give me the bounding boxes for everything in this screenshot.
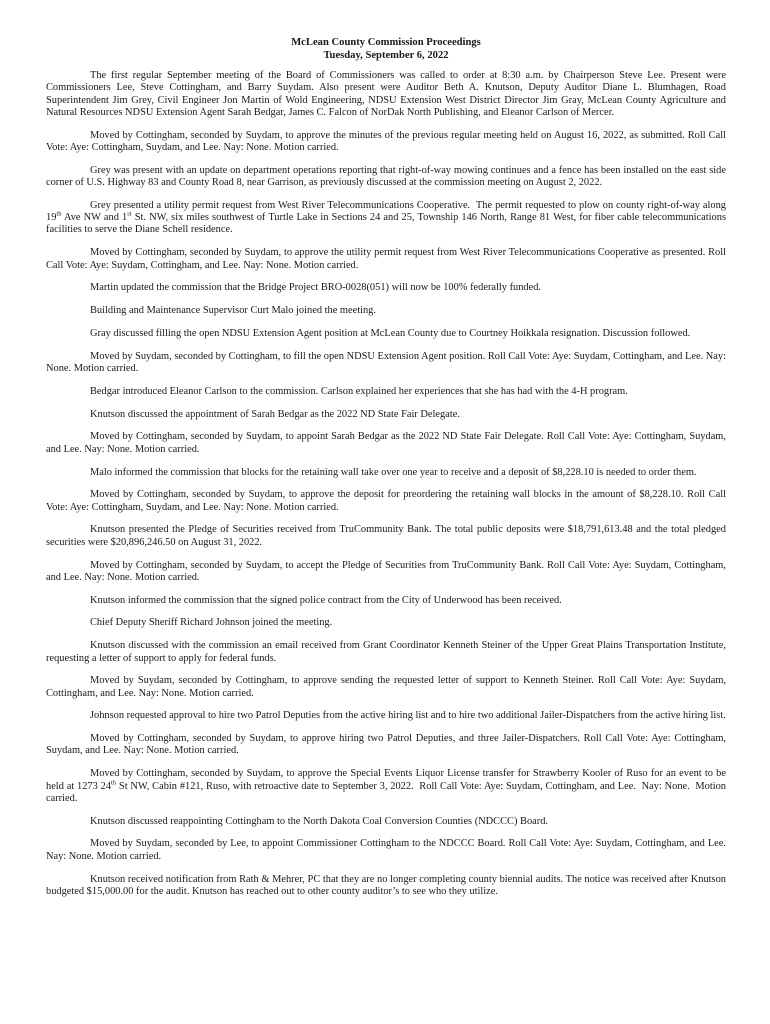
paragraph-extension-position: Gray discussed filling the open NDSU Extension Agent position at McLean County due to Courtney Hoikkala resignation. Discussion followed. xyxy=(90,327,691,339)
paragraph-letter-motion: Moved by Suydam, seconded by Cottingham, to approve sending the requested letter of support to Kenneth Steiner. Roll Call Vote: Aye: Suydam, Cottingham, and Lee. Nay: None. Motion carried. xyxy=(46,675,726,699)
paragraph-utility-permit-motion: Moved by Cottingham, seconded by Suydam, to approve the utility permit request from West River Telecommunications Cooperative as presented. Roll Call Vote: Aye: Suydam, Cottingham, and Lee. Nay: None. Motion carried. xyxy=(46,247,726,271)
paragraph-hiring-motion: Moved by Cottingham, seconded by Suydam, to approve hiring two Patrol Deputies, and three Jailer-Dispatchers. Roll Call Vote: Aye: Cottingham, Suydam, and Lee. Nay: None. Motion carried. xyxy=(46,733,726,757)
paragraph-ndccc-motion: Moved by Suydam, seconded by Lee, to appoint Commissioner Cottingham to the NDCCC Board. Roll Call Vote: Aye: Suydam, Cottingham, and Lee. Nay: None. Motion carried. xyxy=(46,838,726,862)
document-title: McLean County Commission Proceedings xyxy=(291,37,481,48)
paragraph-call-to-order: The first regular September meeting of the Board of Commissioners was called to order at 8:30 a.m. by Chairperson Steve Lee. Present were Commissioners Lee, Steve Cottingham, and Barry Suydam. Also present were Auditor Beth A. Knutson, Deputy Auditor Diane L. Blumhagen, Road Superintendent Jim Grey, Civil Engineer Jon Martin of Wold Engineering, NDSU Extension West District Director Jim Gray, McLean County Agriculture and Natural Resources NDSU Extension Agent Sarah Bedgar, James C. Falcon of NorDak North Publishing, and Eleanor Carlson of Mercer. xyxy=(46,70,726,118)
paragraph-johnson-joined: Chief Deputy Sheriff Richard Johnson joined the meeting. xyxy=(90,617,333,629)
paragraph-hiring-request: Johnson requested approval to hire two Patrol Deputies from the active hiring list and to hire two additional Jailer-Dispatchers from the active hiring list. xyxy=(90,710,726,722)
paragraph-bridge-project: Martin updated the commission that the Bridge Project BRO-0028(051) will now be 100% federally funded. xyxy=(90,282,542,294)
paragraph-road-update: Grey was present with an update on department operations reporting that right-of-way mowing continues and a fence has been installed on the east side corner of U.S. Highway 83 and County Road 8, near Garrison, as previously discussed at the commission meeting on August 2, 2022. xyxy=(46,164,726,189)
paragraph-fair-delegate-motion: Moved by Cottingham, seconded by Suydam, to appoint Sarah Bedgar as the 2022 ND State Fair Delegate. Roll Call Vote: Aye: Cottingham, Suydam, and Lee. Nay: None. Motion carried. xyxy=(46,431,726,455)
paragraph-extension-motion: Moved by Suydam, seconded by Cottingham, to fill the open NDSU Extension Agent position. Roll Call Vote: Aye: Suydam, Cottingham, and Lee. Nay: None. Motion carried. xyxy=(46,350,726,375)
paragraph-pledge-of-securities: Knutson presented the Pledge of Securities received from TruCommunity Bank. The total public deposits were $18,791,613.48 and the total pledged securities were $20,896,246.50 on August 31, 2022. xyxy=(46,524,726,548)
document-header xyxy=(46,37,726,62)
paragraph-police-contract: Knutson informed the commission that the signed police contract from the City of Underwood has been received. xyxy=(90,594,562,606)
paragraph-minutes-approval: Moved by Cottingham, seconded by Suydam, to approve the minutes of the previous regular meeting held on August 16, 2022, as submitted. Roll Call Vote: Aye: Cottingham, Suydam, and Lee. Nay: None. Motion carried. xyxy=(46,129,726,153)
paragraph-retaining-wall-motion: Moved by Cottingham, seconded by Suydam, to approve the deposit for preordering the retaining wall blocks in the amount of $8,228.10. Roll Call Vote: Aye: Cottingham, Suydam, and Lee. Nay: None. Motion carried. xyxy=(46,489,726,513)
paragraph-ndccc-discussion: Knutson discussed reappointing Cottingham to the North Dakota Coal Conversion Counties (NDCCC) Board. xyxy=(90,815,549,827)
paragraph-letter-of-support: Knutson discussed with the commission an email received from Grant Coordinator Kenneth Steiner of the Upper Great Plains Transportation Institute, requesting a letter of support to apply for federal funds. xyxy=(46,640,726,664)
paragraph-fair-delegate-discussion: Knutson discussed the appointment of Sarah Bedgar as the 2022 ND State Fair Delegate. xyxy=(90,408,460,420)
meeting-date: Tuesday, September 6, 2022 xyxy=(323,49,449,61)
paragraph-malo-joined: Building and Maintenance Supervisor Curt Malo joined the meeting. xyxy=(90,305,376,317)
paragraph-carlson-introduction: Bedgar introduced Eleanor Carlson to the commission. Carlson explained her experiences that she has had with the 4-H program. xyxy=(90,385,628,397)
paragraph-retaining-wall: Malo informed the commission that blocks for the retaining wall take over one year to receive and a deposit of $8,228.10 is needed to order them. xyxy=(90,466,697,478)
paragraph-utility-permit-request: Grey presented a utility permit request from West River Telecommunications Cooperative. The permit requested to plow on county right-of-way along 19th Ave NW and 1st St. NW, six miles southwest of Turtle Lake in Sections 24 and 25, Township 146 North, Range 81 West, for fiber cable telecommunications facilities to serve the Diane Schell residence. xyxy=(46,199,726,236)
paragraph-pledge-motion: Moved by Cottingham, seconded by Suydam, to accept the Pledge of Securities from TruCommunity Bank. Roll Call Vote: Aye: Suydam, Cottingham, and Lee. Nay: None. Motion carried. xyxy=(46,559,726,583)
paragraph-audit-notification: Knutson received notification from Rath & Mehrer, PC that they are no longer completing county biennial audits. The notice was received after Knutson budgeted $15,000.00 for the audit. Knutson has reached out to other county auditor’s to see who they utilize. xyxy=(46,873,726,897)
minutes-body xyxy=(46,70,726,898)
paragraph-liquor-license-motion: Moved by Cottingham, seconded by Suydam, to approve the Special Events Liquor License transfer for Strawberry Kooler of Ruso for an event to be held at 1273 24th St NW, Cabin #121, Ruso, with retroactive date to September 3, 2022. Roll Call Vote: Aye: Suydam, Cottingham, and Lee. Nay: None. Motion carried. xyxy=(46,768,726,804)
